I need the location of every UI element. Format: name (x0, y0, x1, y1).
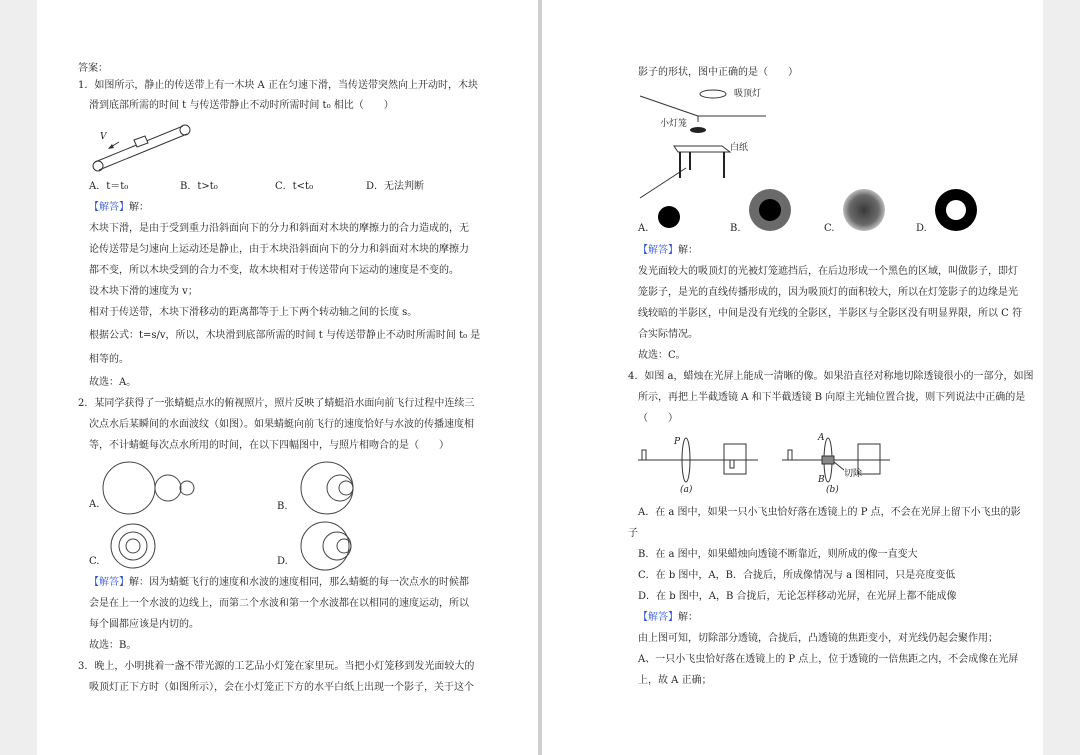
figure-b-caption: (b) (826, 485, 839, 495)
document-page-right (542, 0, 1043, 755)
q3-solution-line: 故选：C。 (638, 350, 686, 361)
q3-solution-line: 笼影子，是光的直线传播形成的，因为吸顶灯的面积较大，所以在灯笼影子的边缘是光 (638, 287, 1018, 298)
shadow-option-c-figure (842, 188, 886, 232)
lens-b-label: B (818, 475, 825, 485)
q2-solution-line: 会是在上一个水波的边线上，而第二个水波和第一个水波都在以相同的速度运动，所以 (89, 598, 469, 609)
conveyor-belt-figure (89, 122, 199, 172)
q4-stem-line: （ ） (638, 413, 678, 424)
q4-option-a: A．在 a 图中，如果一只小飞虫恰好落在透镜上的 P 点，不会在光屏上留下小飞虫的影 (638, 507, 1021, 518)
q2-stem-line: 2．某同学获得了一张蜻蜓点水的俯视照片，照片反映了蜻蜓沿水面向前飞行过程中连续三 (78, 398, 475, 409)
q1-solution-line: 根据公式：t=s/v，所以，木块滑到底部所需的时间 t 与传送带静止不动时所需时间 t₀ 是 (89, 330, 481, 341)
q3-option-b-letter: B. (730, 223, 741, 234)
ceiling-lamp-label: 吸顶灯 (734, 89, 762, 99)
answer-tag: 【解答】 (638, 612, 678, 623)
q3-solution-line: 线较暗的半影区，中间是没有光线的全影区，半影区与全影区没有明显界限，所以 C 符 (638, 308, 1023, 319)
q1-stem-line2: 滑到底部所需的时间 t 与传送带静止不动时所需时间 t₀ 相比（ ） (89, 100, 394, 111)
q3-stem-line: 3．晚上，小明挑着一盏不带光源的工艺品小灯笼在家里玩。当把小灯笼移到发光面较大的 (78, 661, 475, 672)
answer-label: 答案： (78, 63, 108, 74)
q3-option-a-letter: A. (638, 223, 649, 234)
q4-solution-line: 上，故 A 正确； (638, 675, 712, 686)
q2-solution-line: 解：因为蜻蜓飞行的速度和水波的速度相同，那么蜻蜓的每一次点水的时候都 (129, 577, 469, 588)
q1-solution-line: 都不变，所以木块受到的合力不变，故木块相对于传送带向下运动的速度是不变的。 (89, 265, 459, 276)
q3-stem-continued: 影子的形状，图中正确的是（ ） (638, 67, 798, 78)
figure-a-caption: (a) (680, 485, 693, 495)
q4-option-c: C．在 b 图中，A，B．合拢后，所成像情况与 a 图相同，只是亮度变低 (638, 570, 956, 581)
answer-tag: 【解答】 (89, 202, 129, 213)
q4-solution-line: 由上图可知，切除部分透镜，合拢后，凸透镜的焦距变小，对光线仍起会聚作用； (638, 633, 998, 644)
ripples-option-b-figure (299, 458, 359, 520)
q1-option-c: C．t<t₀ (275, 181, 314, 192)
document-page-left (37, 0, 538, 755)
shadow-option-d-figure (934, 188, 978, 232)
lens-figure-a (638, 432, 764, 496)
q4-solution-line: A、一只小飞虫恰好落在透镜上的 P 点上，位于透镜的一倍焦距之内，不会成像在光屏 (638, 654, 1019, 665)
ripples-option-c-figure (105, 518, 165, 576)
q2-option-d-letter: D. (277, 556, 288, 567)
q2-answer-heading (89, 576, 469, 589)
lantern-label: 小灯笼 (660, 119, 688, 129)
answer-tag-suffix: 解： (678, 245, 698, 256)
lens-a-label: A (818, 433, 825, 443)
q4-answer-heading (638, 611, 698, 624)
q3-stem-line: 吸顶灯正下方时（如图所示），会在小灯笼正下方的水平白纸上出现一个影子，关于这个 (89, 682, 474, 693)
q4-stem-line: 所示，再把上半截透镜 A 和下半截透镜 B 向原主光轴位置合拢，则下列说法中正确的是 (638, 392, 1026, 403)
q1-solution-line: 设木块下滑的速度为 v； (89, 286, 198, 297)
q4-option-b: B．在 a 图中，如果蜡烛向透镜不断靠近，则所成的像一直变大 (638, 549, 918, 560)
q2-option-c-letter: C. (89, 556, 100, 567)
q2-solution-line: 故选：B。 (89, 640, 137, 651)
q1-option-b: B．t>t₀ (180, 181, 218, 192)
q1-solution-line: 相等的。 (89, 354, 129, 365)
q4-stem-line: 4．如图 a，蜡烛在光屏上能成一清晰的像。如果沿直径对称地切除透镜很小的一部分，如图 (628, 371, 1034, 382)
q1-option-a: A．t＝t₀ (89, 181, 129, 192)
q2-option-b-letter: B. (277, 501, 288, 512)
paper-label: 白纸 (730, 143, 749, 153)
q3-solution-line: 发光面较大的吸顶灯的光被灯笼遮挡后，在后边形成一个黑色的区域，叫做影子，即灯 (638, 266, 1018, 277)
ripples-option-a-figure (97, 458, 217, 518)
velocity-label: V (100, 132, 107, 142)
answer-tag-suffix: 解： (678, 612, 698, 623)
q1-solution-line: 木块下滑，是由于受到重力沿斜面向下的分力和斜面对木块的摩擦力的合力造成的，无 (89, 223, 469, 234)
answer-tag: 【解答】 (638, 245, 678, 256)
q3-answer-heading (638, 244, 698, 257)
shadow-option-a-figure (656, 204, 682, 230)
q4-option-d: D．在 b 图中，A，B 合拢后，无论怎样移动光屏，在光屏上都不能成像 (638, 591, 957, 602)
q1-solution-line: 论传送带是匀速向上运动还是静止，由于木块沿斜面向下的分力和斜面对木块的摩擦力 (89, 244, 469, 255)
q1-solution-line: 相对于传送带，木块下滑移动的距离都等于上下两个转动轴之间的长度 s。 (89, 307, 418, 318)
q1-solution-line: 故选：A。 (89, 377, 137, 388)
q4-option-a-continued: 子 (628, 528, 638, 539)
q1-option-d: D．无法判断 (366, 181, 425, 192)
answer-tag: 【解答】 (89, 577, 129, 588)
q2-solution-line: 每个圆都应该是内切的。 (89, 619, 199, 630)
q1-answer-heading (89, 201, 149, 214)
cut-label: 切除 (844, 469, 863, 479)
q3-solution-line: 合实际情况。 (638, 329, 698, 340)
q2-stem-line: 次点水后某瞬间的水面波纹（如图）。如果蜻蜓向前飞行的速度恰好与水波的传播速度相 (89, 419, 474, 430)
q3-option-c-letter: C. (824, 223, 835, 234)
point-p-label: P (674, 437, 681, 447)
shadow-option-b-figure (748, 188, 792, 232)
answer-tag-suffix: 解： (129, 202, 149, 213)
q2-stem-line: 等，不计蜻蜓每次点水所用的时间，在以下四幅图中，与照片相吻合的是（ ） (89, 440, 449, 451)
q2-option-a-letter: A. (89, 499, 100, 510)
q3-option-d-letter: D. (916, 223, 927, 234)
ripples-option-d-figure (299, 516, 359, 576)
q1-stem-line1: 1．如图所示，静止的传送带上有一木块 A 正在匀速下滑，当传送带突然向上开动时，木块 (78, 80, 478, 91)
